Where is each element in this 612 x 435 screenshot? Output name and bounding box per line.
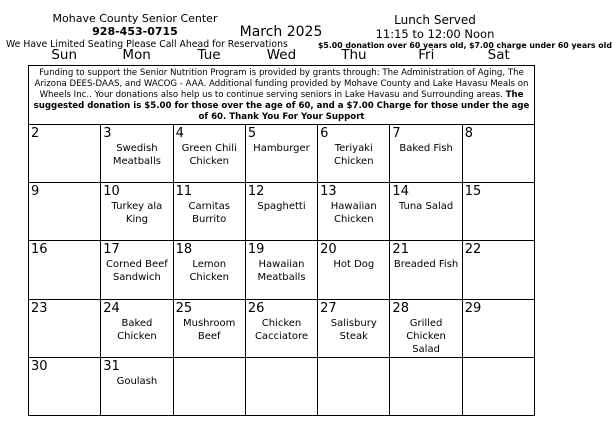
calendar-grid [28,124,535,416]
day-number: 21 [392,242,409,258]
weekday-sat: Sat [487,47,510,63]
meal-name: Salisbury Steak [330,317,377,342]
funding-text: Funding to support the Senior Nutrition Program is provided by grants through: The Administration of Aging, The Arizona DEES-DAAS, and WACOG - AAA. Additional funding provided by Mohave County and Lake Havasu Meals on Wheels Inc.. Your donations also help us to continue serving seniors in Lake Havasu and Surrounding areas. [34,68,529,100]
calendar-day-cell [246,183,318,241]
day-number: 15 [464,184,482,200]
day-number: 14 [392,184,409,200]
meal-name: Carnitas Burrito [188,201,230,226]
meal-name: Lemon Chicken [189,259,229,284]
day-number: 18 [175,242,193,258]
calendar-day-cell [318,358,390,416]
calendar-day-cell [463,241,535,299]
lunch-time: 11:15 to 12:00 Noon [375,27,495,41]
meal-name: Breaded Fish [393,259,459,271]
meal-name: Teriyaki Chicken [334,143,374,167]
day-number: 17 [103,242,120,258]
lunch-title: Lunch Served [394,13,476,27]
calendar-day-cell [390,300,462,358]
weekday-fri: Fri [418,47,435,63]
day-number: 13 [320,184,337,200]
calendar-day-cell [246,125,318,183]
day-number: 30 [31,358,48,374]
calendar-day-cell [463,358,535,416]
weekday-mon: Mon [122,47,151,63]
day-number: 22 [464,242,482,258]
day-number: 23 [31,300,48,316]
calendar-day-cell [29,125,101,183]
calendar-day-cell [463,125,535,183]
calendar-day-cell [390,183,462,241]
calendar-day-cell [246,358,318,416]
day-number: 25 [175,300,193,316]
calendar-day-cell [101,125,173,183]
weekday-tue: Tue [197,47,221,63]
calendar-day-cell [318,241,390,299]
day-number: 29 [464,300,482,316]
day-number: 7 [392,126,401,141]
calendar-day-cell [29,183,101,241]
day-number: 31 [103,358,120,374]
day-number: 5 [247,126,257,141]
day-number: 16 [31,242,48,258]
meal-name: Baked Fish [399,143,453,154]
meal-name: Tuna Salad [398,201,454,213]
day-number: 10 [103,184,120,200]
month-title: March 2025 [239,24,323,40]
day-number: 26 [247,300,265,316]
organization-name: Mohave County Senior Center [52,12,218,25]
calendar-day-cell [174,300,246,358]
calendar-day-cell [318,183,390,241]
weekday-sun: Sun [51,47,78,63]
calendar-day-cell [246,241,318,299]
reservation-note: We Have Limited Seating Please Call Ahead for Reservations [6,39,288,50]
meal-name: Corned Beef Sandwich [106,259,168,284]
day-number: 12 [247,184,265,200]
donation-note: $5.00 donation over 60 years old, $7.00 charge under 60 years old [318,41,612,50]
day-number: 3 [103,126,112,141]
calendar-day-cell [174,125,246,183]
weekday-header [28,47,535,63]
funding-notice [28,66,535,123]
day-number: 19 [247,242,265,258]
meal-name: Hamburger [253,143,310,154]
day-number: 8 [464,126,473,141]
day-number: 6 [320,126,329,141]
day-number: 11 [175,184,193,200]
meal-name: Green Chili Chicken [181,143,237,167]
day-number: 27 [320,300,337,316]
day-number: 24 [103,300,120,316]
weekday-wed: Wed [266,47,297,63]
calendar-day-cell [246,300,318,358]
meal-name: Spaghetti [257,201,306,213]
calendar-day-cell [101,300,173,358]
calendar-day-cell [390,125,462,183]
calendar-day-cell [174,241,246,299]
calendar-day-cell [101,358,173,416]
meal-name: Chicken Cacciatore [254,317,309,342]
meal-name: Hawaiian Chicken [330,201,377,226]
calendar-day-cell [463,300,535,358]
meal-name: Hot Dog [333,259,375,271]
calendar-day-cell [174,183,246,241]
calendar-day-cell [29,358,101,416]
calendar-day-cell [463,183,535,241]
calendar-day-cell [101,183,173,241]
calendar-day-cell [390,241,462,299]
calendar-day-cell [318,300,390,358]
meal-name: Turkey ala King [111,201,163,226]
day-number: 20 [320,242,337,258]
phone-number: 928-453-0715 [92,25,178,38]
calendar-day-cell [390,358,462,416]
meal-name: Goulash [116,375,158,387]
meal-name: Swedish Meatballs [112,143,161,167]
weekday-thu: Thu [341,47,367,63]
meal-name: Grilled Chicken Salad [406,317,446,355]
calendar-day-cell [174,358,246,416]
funding-bold-text: The suggested donation is $5.00 for those over the age of 60, and a $7.00 Charge for those under the age of 60. Thank You For Your Support [33,90,530,122]
calendar-day-cell [318,125,390,183]
day-number: 9 [31,184,40,200]
day-number: 4 [175,126,184,141]
day-number: 28 [392,300,409,316]
meal-name: Hawaiian Meatballs [257,259,306,284]
calendar-day-cell [101,241,173,299]
calendar-day-cell [29,241,101,299]
calendar-day-cell [29,300,101,358]
meal-name: Baked Chicken [117,317,157,342]
meal-name: Mushroom Beef [183,317,236,342]
day-number: 2 [31,126,40,141]
